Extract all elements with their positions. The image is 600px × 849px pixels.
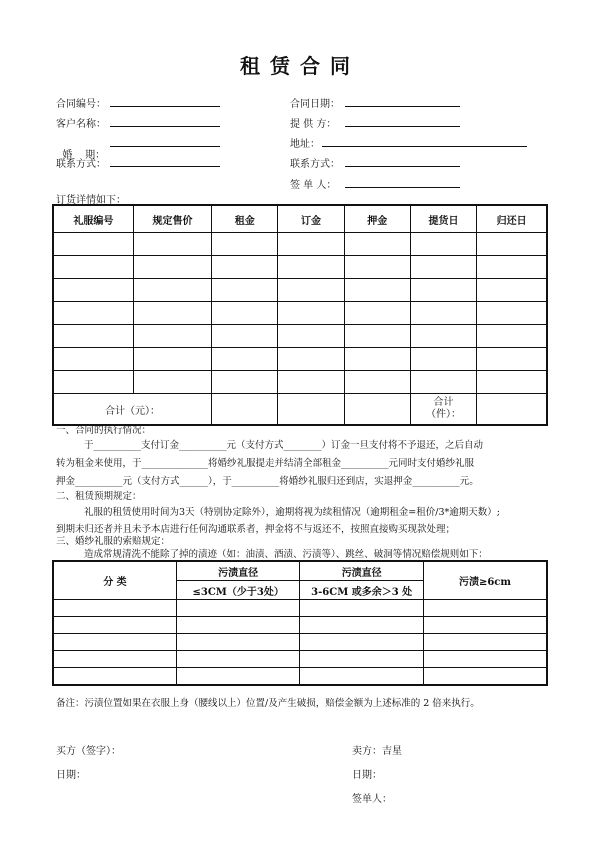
table-row[interactable]: [53, 617, 547, 634]
order-table: [52, 204, 548, 426]
contact-left-label: 联系方式：: [56, 159, 106, 170]
header-dress-number: 礼服编号: [53, 205, 133, 233]
provider-field: [290, 115, 336, 130]
signer-bottom-label: 签单人：: [352, 794, 392, 805]
customer-name-label: 客户名称：: [56, 119, 106, 130]
stain-small-header-top: 污渍直径: [176, 561, 300, 581]
table-row[interactable]: [53, 325, 547, 348]
section1-line3: 押金__________元（支付方式______），于__________将婚纱礼服归还到店，实退押金__________元。: [56, 476, 479, 487]
total-security-cell[interactable]: [344, 394, 410, 426]
count-label-line1: 合计: [433, 397, 454, 408]
contact-right-label: 联系方式：: [290, 159, 340, 170]
stain-large-header: 污渍≥6cm: [423, 561, 547, 600]
table-row[interactable]: [53, 279, 547, 302]
seller-date-label: 日期：: [352, 770, 382, 781]
provider-line[interactable]: [345, 115, 460, 127]
section3-line1: 造成常规清洗不能除了掉的渍迹（如：油渍、酒渍、污渍等）、跳丝、破洞等情况赔偿规则如下：: [84, 549, 488, 560]
wedding-date-label: 婚 期：: [62, 150, 106, 161]
note-text: 备注：污渍位置如果在衣服上身（腰线以上）位置/及产生破损，赔偿金额为上述标准的 2 倍来执行。: [56, 698, 480, 709]
address-line[interactable]: [322, 135, 527, 147]
stain-small-header-bottom: ≤3CM（少于3处）: [176, 581, 300, 600]
count-label: [410, 394, 476, 426]
contract-date-label: 合同日期：: [290, 99, 340, 110]
section2-line2: 到期未归还者并且未予本店进行任何沟通联系者，押金将不与返还不，按照直接购买现款处理；: [56, 524, 456, 535]
table-row[interactable]: [53, 668, 547, 686]
total-rent-cell[interactable]: [212, 394, 278, 426]
section2-heading: 二、租赁预期规定：: [56, 491, 142, 502]
count-value-cell[interactable]: [477, 394, 547, 426]
signer-line[interactable]: [345, 176, 460, 188]
signer-field: [290, 176, 336, 191]
customer-name-field: [56, 115, 106, 130]
provider-label: 提 供 方：: [290, 119, 337, 130]
count-label-line2: （件）：: [426, 409, 462, 420]
order-caption: 订货详情如下：: [56, 195, 126, 206]
section2-line1: 礼服的租赁使用时间为3天（特别协定除外），逾期将视为续租情况（逾期租金=租价/3*逾期天数）;: [84, 507, 500, 518]
stain-medium-header-top: 污渍直径: [300, 561, 424, 581]
stain-compensation-table: [52, 560, 548, 686]
header-pickup-date: 提货日: [410, 205, 476, 233]
section1-line1: 于__________支付订金__________元（支付方式________）订金一旦支付将不予退还，之后自动: [84, 440, 484, 451]
section1-heading: 一、合同的执行情况：: [56, 425, 152, 436]
contract-date-line[interactable]: [345, 95, 460, 107]
total-label: 合计（元）：: [53, 394, 212, 426]
header-rent: 租金: [212, 205, 278, 233]
contact-left-line[interactable]: [110, 155, 220, 167]
contact-right-field: [290, 155, 340, 170]
table-row[interactable]: [53, 600, 547, 617]
signer-label: 签 单 人：: [290, 180, 337, 191]
header-return-date: 归还日: [477, 205, 547, 233]
contact-right-line[interactable]: [345, 155, 460, 167]
table-row[interactable]: [53, 634, 547, 651]
order-header-row: [53, 205, 547, 233]
section1-line2: 转为租金来使用，于______________将婚纱礼服提走并结清全部租金__________元同时支付婚纱礼服: [56, 458, 475, 469]
contract-date-field: [290, 95, 340, 110]
contract-number-field: [56, 95, 106, 110]
table-row[interactable]: [53, 651, 547, 668]
seller-label: 卖方：吉星: [352, 746, 402, 757]
address-field: [290, 135, 320, 150]
header-deposit-order: 订金: [278, 205, 344, 233]
buyer-date-label: 日期：: [56, 770, 86, 781]
contract-number-line[interactable]: [110, 95, 220, 107]
page-title: 租赁合同: [240, 54, 360, 78]
contract-number-label: 合同编号：: [56, 99, 106, 110]
stain-header-row: [53, 561, 547, 581]
stain-category-header: 分 类: [53, 561, 176, 600]
buyer-signature-label: 买方（签字）：: [56, 746, 121, 757]
section3-heading: 三、婚纱礼服的索赔规定：: [56, 536, 171, 547]
table-row[interactable]: [53, 371, 547, 394]
table-row[interactable]: [53, 256, 547, 279]
header-list-price: 规定售价: [133, 205, 211, 233]
total-deposit-cell[interactable]: [278, 394, 344, 426]
table-row[interactable]: [53, 302, 547, 325]
address-label: 地址：: [290, 139, 320, 150]
contact-left-field: [56, 155, 106, 170]
table-row[interactable]: [53, 348, 547, 371]
header-security-deposit: 押金: [344, 205, 410, 233]
wedding-date-line[interactable]: [110, 135, 220, 147]
table-row[interactable]: [53, 233, 547, 256]
customer-name-line[interactable]: [110, 115, 220, 127]
stain-medium-header-bottom: 3-6CM 或多余＞3 处: [300, 581, 424, 600]
